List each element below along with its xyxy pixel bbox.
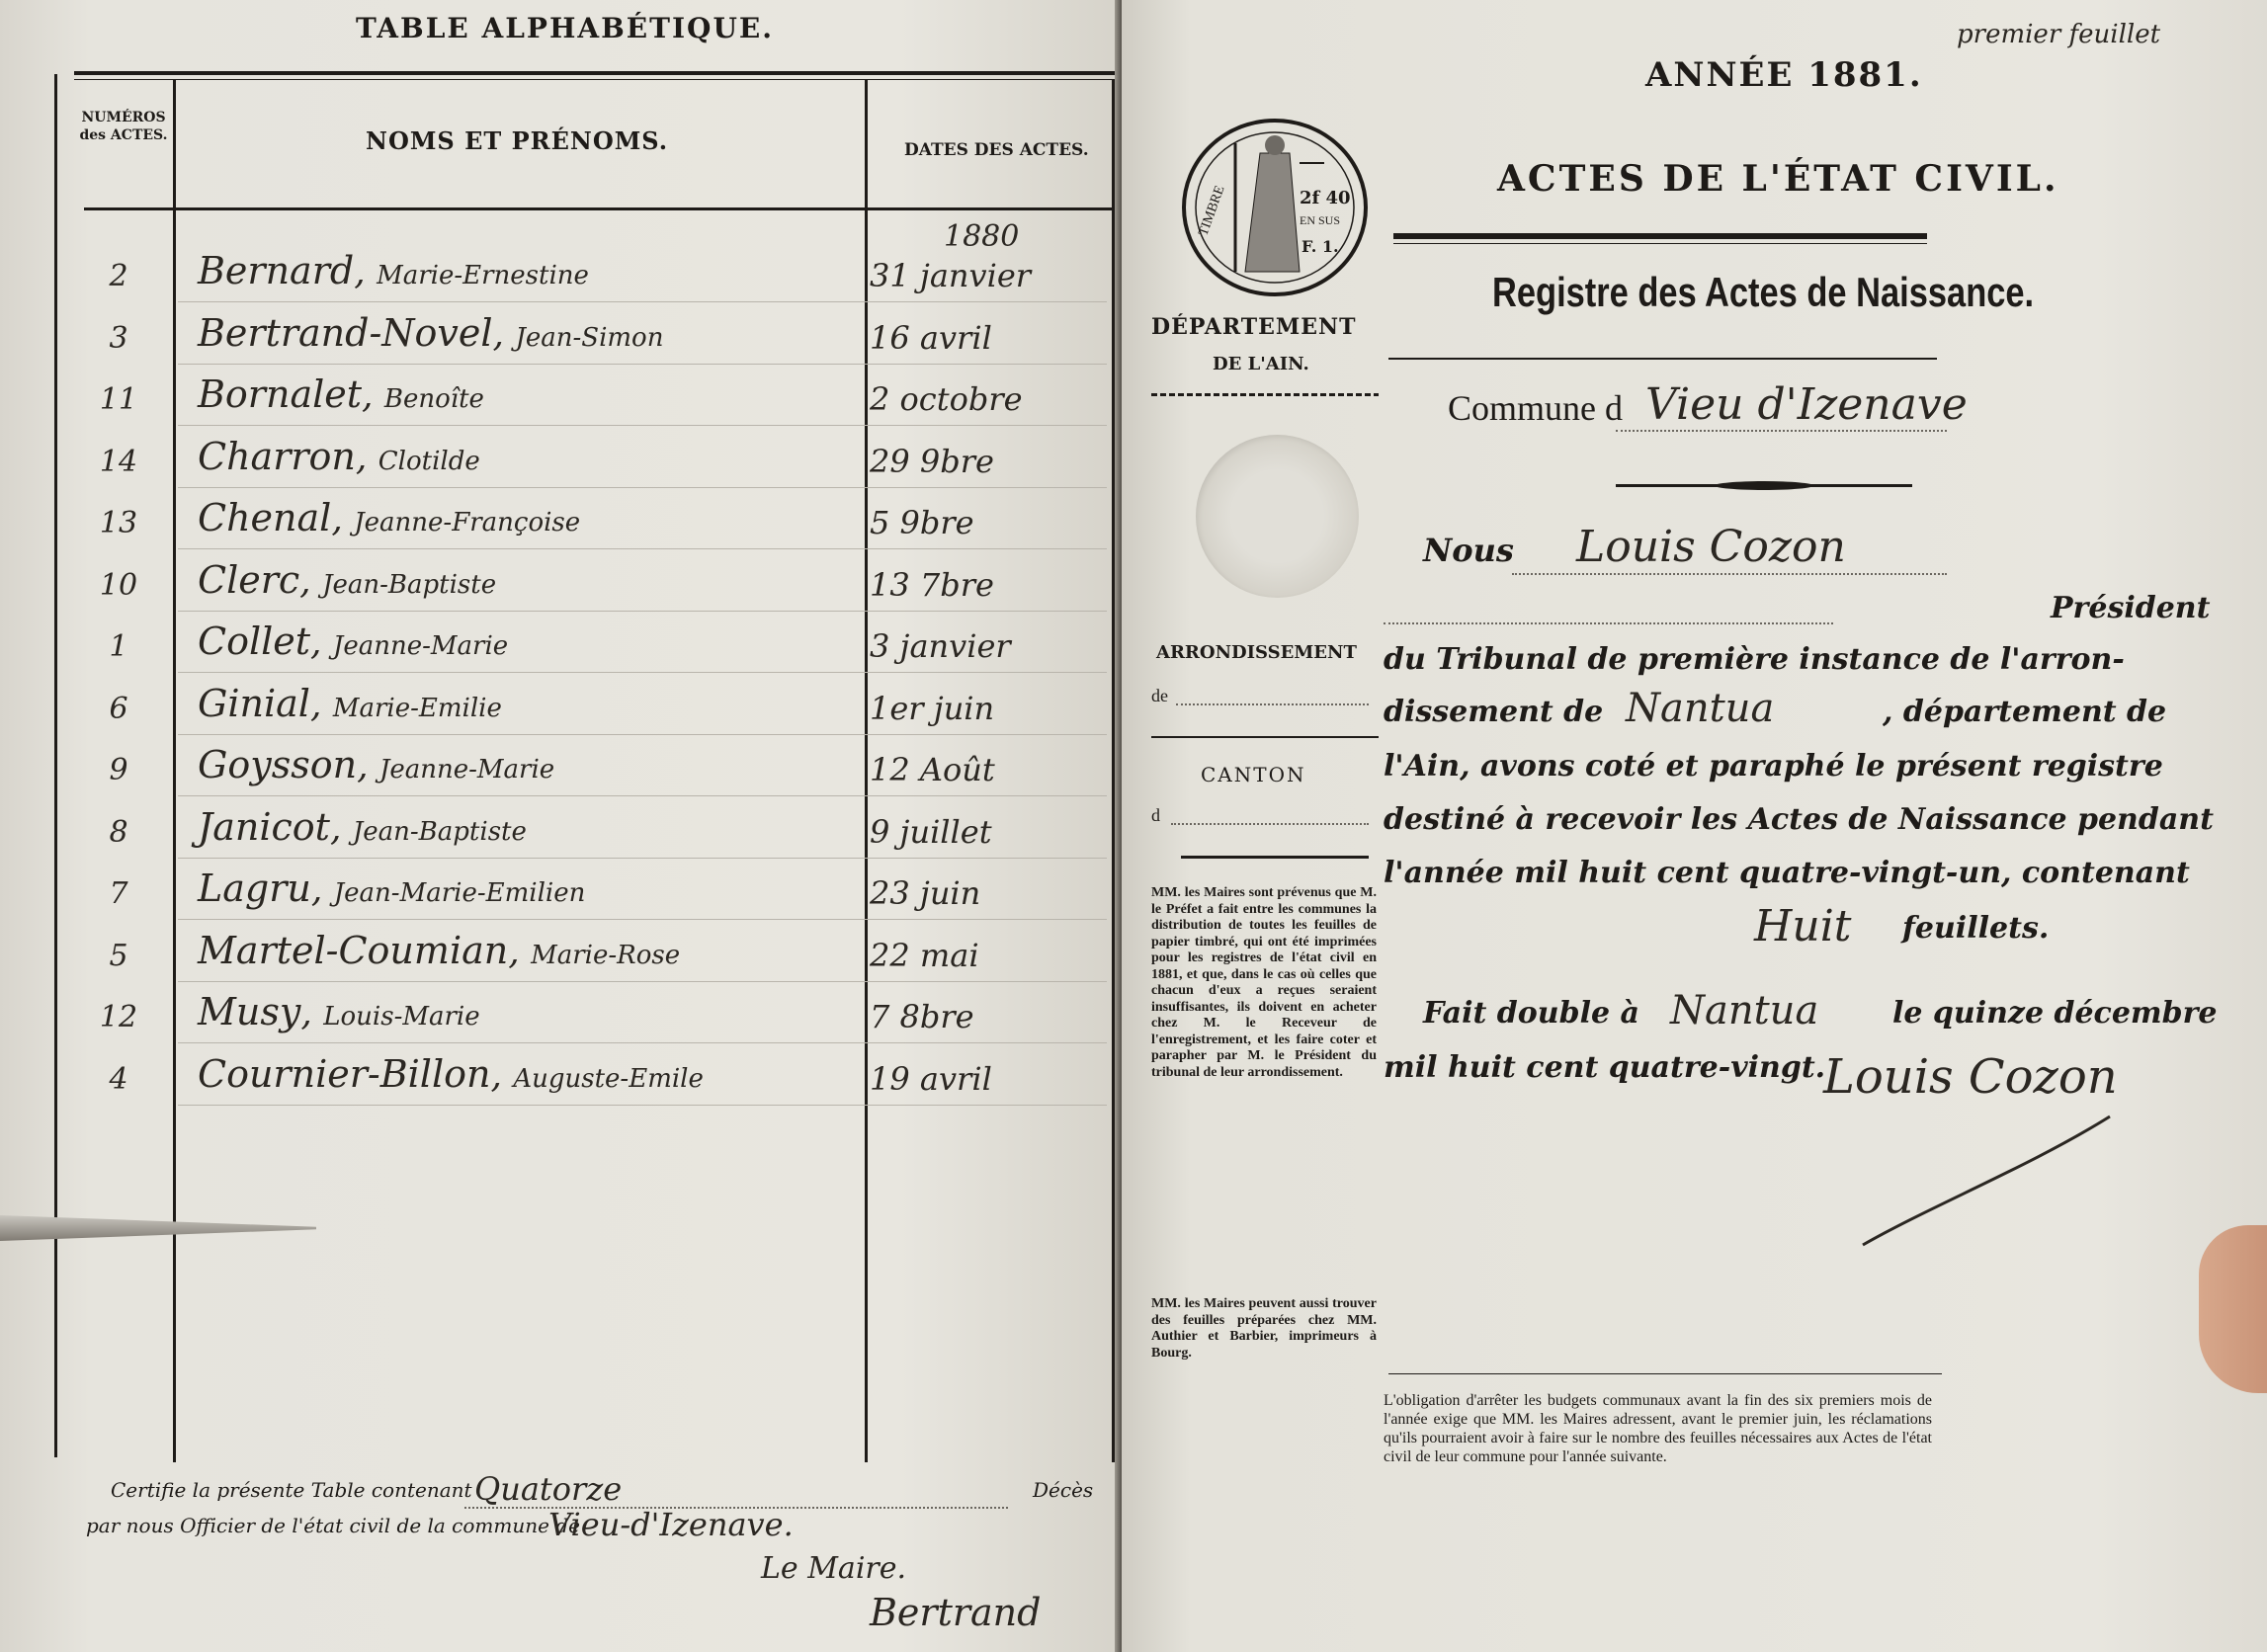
cert-line2: par nous Officier de l'état civil de la commune de [86, 1514, 580, 1537]
entry-name [198, 929, 680, 972]
entry-date: 3 janvier [870, 627, 1011, 665]
entry-given-names: Auguste-Emile [513, 1063, 704, 1094]
entry-surname: Ginial [198, 681, 310, 725]
entry-surname: Collet [198, 620, 311, 663]
entry-number: 6 [109, 691, 128, 726]
ornament-rule-center [1715, 481, 1813, 490]
entry-number: 8 [109, 814, 128, 850]
actes-title: ACTES DE L'ÉTAT CIVIL. [1497, 158, 2059, 200]
maire-label: Le Maire. [761, 1551, 907, 1586]
entry-date: 22 mai [870, 936, 979, 974]
entry-number: 11 [99, 382, 138, 417]
entry-surname: Clerc [198, 557, 300, 602]
entry-surname: Martel-Coumian [198, 928, 509, 972]
corner-note: premier feuillet [1957, 20, 2161, 49]
entry-name [198, 372, 484, 416]
commune-name: Vieu d'Izenave [1645, 379, 1968, 430]
registre-title: Registre des Actes de Naissance. [1492, 269, 2035, 315]
entry-rule [178, 487, 1107, 488]
entry-name [198, 990, 480, 1033]
fait-a: Fait double à [1423, 996, 1639, 1031]
entry-number: 2 [109, 259, 128, 293]
title-rule-thick [1393, 233, 1927, 239]
col-header-names: NOMS ET PRÉNOMS. [366, 126, 669, 155]
para1c: l'Ain, avons coté et paraphé le présent registre [1384, 749, 2163, 784]
entry-surname: Bornalet [198, 372, 363, 416]
commune-dots [1616, 430, 1947, 432]
entry-separator: , [300, 993, 324, 1033]
entry-given-names: Jeanne-Marie [378, 755, 555, 785]
president-label: Président [2051, 591, 2211, 625]
registre-rule [1388, 358, 1937, 360]
entry-given-names: Benoîte [383, 384, 484, 414]
pen-blade [0, 1215, 316, 1241]
entry-date: 1er juin [870, 689, 995, 727]
entry-surname: Cournier-Billon [198, 1051, 491, 1096]
title-rule-thin [1393, 243, 1927, 244]
entry-number: 13 [99, 506, 138, 540]
entry-number: 12 [99, 1000, 138, 1034]
entry-rule [178, 364, 1107, 365]
entry-rule [178, 1105, 1107, 1106]
entry-rule [178, 1042, 1107, 1043]
canton-rule [1181, 856, 1369, 859]
entry-separator: , [490, 1054, 514, 1096]
para1e: l'année mil huit cent quatre-vingt-un, contenant [1384, 856, 2190, 890]
entry-number: 10 [99, 567, 138, 603]
entry-given-names: Jean-Baptiste [322, 569, 497, 600]
entry-rule [178, 734, 1107, 735]
entry-given-names: Marie-Emilie [332, 693, 502, 723]
fait-hand: Nantua [1670, 988, 1819, 1033]
table-row [0, 311, 1122, 371]
entry-name [198, 867, 585, 910]
table-row [0, 929, 1122, 988]
para1b-b: , département de [1883, 695, 2167, 729]
para1b-a: dissement de [1384, 695, 1604, 729]
table-row [0, 249, 1122, 308]
entry-name [198, 743, 554, 786]
canton-dots [1171, 823, 1369, 825]
entry-surname: Janicot [198, 804, 330, 849]
right-page [1122, 0, 2267, 1652]
cert-commune: Vieu-d'Izenave. [548, 1506, 794, 1543]
entry-rule [178, 672, 1107, 673]
entry-given-names: Jean-Simon [515, 322, 664, 353]
entry-given-names: Louis-Marie [323, 1002, 480, 1032]
frame-top-rule [74, 71, 1117, 75]
entry-date: 16 avril [870, 318, 992, 357]
entry-surname: Charron [198, 434, 356, 478]
commune-label: Commune d [1448, 388, 1623, 428]
entry-number: 9 [109, 753, 128, 787]
frame-top-rule-thin [74, 79, 1117, 80]
entry-rule [178, 919, 1107, 920]
entry-separator: , [354, 252, 378, 292]
entry-name [198, 496, 580, 539]
entry-date: 12 Août [870, 751, 995, 788]
entry-date: 23 juin [870, 874, 981, 912]
nous-dots [1512, 573, 1947, 575]
col-header-dates: DATES DES ACTES. [904, 140, 1089, 160]
thumb [2199, 1225, 2267, 1393]
entry-surname: Bernard [198, 249, 355, 292]
entry-name [198, 1052, 704, 1096]
entry-separator: , [355, 437, 378, 478]
table-row [0, 620, 1122, 679]
entry-date: 2 octobre [870, 380, 1023, 418]
entry-number: 5 [109, 938, 128, 973]
signature-flourish [1853, 1107, 2130, 1255]
stamp-en-sus: EN SUS [1300, 213, 1341, 227]
entry-given-names: Jean-Marie-Emilien [333, 878, 586, 908]
col-header-num: NUMÉROS des ACTES. [79, 110, 168, 143]
entry-given-names: Marie-Rose [531, 940, 681, 970]
entry-surname: Goysson [198, 743, 358, 786]
entry-name [198, 682, 502, 725]
entry-separator: , [362, 375, 384, 416]
arrondissement-de: de [1151, 686, 1168, 705]
maires-note-1: MM. les Maires sont prévenus que M. le Préfet a fait entre les communes la distribution de toutes les feuilles de papier timbré, qui ont été imprimées pour les registres de l'état civil en 1881, et que, dans le cas où celles que chacun d'eux a reçues seraient insuffisantes, ils doivent en acheter chez M. le Receveur de l'enregistrement, et les faire coter et parapher par M. le Président du tribunal de leur arrondissement. [1151, 885, 1377, 1080]
canton-label: CANTON [1201, 763, 1306, 786]
table-title: TABLE ALPHABÉTIQUE. [356, 12, 774, 44]
entry-rule [178, 425, 1107, 426]
entry-given-names: Jeanne-Marie [332, 631, 509, 661]
entry-rule [178, 981, 1107, 982]
nous-label: Nous [1423, 532, 1514, 569]
maires-note-2: MM. les Maires peuvent aussi trouver des feuilles préparées chez MM. Authier et Barbier, imprimeurs à Bourg. [1151, 1296, 1377, 1361]
para1b-hand: Nantua [1626, 686, 1775, 731]
table-row [0, 558, 1122, 618]
header-rule [84, 207, 1112, 210]
cert-count: Quatorze [474, 1470, 623, 1508]
entry-separator: , [299, 560, 323, 602]
entry-name [198, 558, 496, 602]
departement-rule [1151, 393, 1379, 396]
para1d: destiné à recevoir les Actes de Naissance pendant [1384, 802, 2214, 837]
entry-name [198, 249, 589, 292]
entry-rule [178, 858, 1107, 859]
president-dots [1384, 622, 1833, 624]
year-label: 1880 [944, 219, 1020, 254]
entry-date: 31 janvier [870, 257, 1032, 294]
cert-line1: Certifie la présente Table contenant [111, 1478, 472, 1502]
stamp-price: 2f 40 [1300, 188, 1351, 208]
entry-number: 4 [109, 1061, 128, 1097]
canton-d: d [1151, 805, 1160, 825]
entry-separator: , [357, 746, 379, 786]
table-row [0, 435, 1122, 494]
table-row [0, 1052, 1122, 1112]
president-signature: Louis Cozon [1823, 1049, 2118, 1105]
entry-surname: Chenal [198, 496, 332, 539]
entry-rule [178, 795, 1107, 796]
entry-rule [178, 301, 1107, 302]
entry-number: 3 [109, 320, 128, 356]
arrondissement-dots [1176, 703, 1369, 705]
entry-date: 19 avril [870, 1059, 992, 1098]
table-row [0, 372, 1122, 432]
nous-name: Louis Cozon [1576, 522, 1846, 572]
table-row [0, 867, 1122, 926]
departement-of: DE L'AIN. [1213, 354, 1309, 374]
annee-heading: ANNÉE 1881. [1645, 55, 1923, 95]
entry-date: 7 8bre [870, 998, 974, 1035]
entry-number: 1 [109, 629, 128, 664]
arrondissement-rule [1151, 736, 1379, 738]
entry-date: 29 9bre [870, 442, 994, 480]
entry-number: 7 [109, 876, 128, 911]
entry-name [198, 435, 480, 478]
embossed-seal [1196, 435, 1359, 598]
table-row [0, 805, 1122, 865]
entry-separator: , [310, 622, 333, 663]
stamp-f1: F. 1. [1301, 237, 1339, 256]
entry-separator: , [310, 869, 334, 910]
arrondissement-label: ARRONDISSEMENT [1156, 642, 1357, 663]
entry-separator: , [331, 499, 355, 539]
para1a: du Tribunal de première instance de l'arron- [1384, 642, 2125, 677]
footer-note: L'obligation d'arrêter les budgets communaux avant la fin des six premiers mois de l'année exige que MM. les Maires adressent, avant le premier juin, les réclamations qu'ils pourraient avoir à faire sur le nombre des feuilles nécessaires aux Actes de l'état civil de leur commune pour l'année suivante. [1384, 1392, 1932, 1465]
entry-name [198, 311, 663, 355]
fait-b: le quinze décembre [1892, 996, 2218, 1031]
entry-number: 14 [99, 444, 138, 479]
entry-date: 5 9bre [870, 504, 974, 541]
entry-surname: Musy [198, 990, 301, 1033]
stamp-timbre-text: TIMBRE [1196, 184, 1228, 238]
table-row [0, 743, 1122, 802]
departement-label: DÉPARTEMENT [1151, 314, 1357, 340]
left-page [0, 0, 1122, 1652]
entry-date: 9 juillet [870, 812, 992, 851]
mayor-signature: Bertrand [870, 1591, 1042, 1634]
table-row [0, 990, 1122, 1049]
entry-given-names: Jean-Baptiste [352, 816, 527, 847]
entry-name [198, 805, 527, 849]
table-row [0, 496, 1122, 555]
fait-c: mil huit cent quatre-vingt. [1384, 1050, 1826, 1085]
entry-separator: , [329, 807, 353, 849]
entry-rule [178, 548, 1107, 549]
entry-name [198, 620, 508, 663]
feuillets-label: feuillets. [1902, 911, 2050, 946]
footer-rule [1388, 1373, 1942, 1374]
entry-surname: Lagru [198, 867, 311, 910]
entry-date: 13 7bre [870, 565, 994, 604]
cert-deces: Décès [1033, 1478, 1094, 1502]
entry-given-names: Clotilde [378, 446, 480, 476]
table-row [0, 682, 1122, 741]
entry-separator: , [508, 931, 532, 972]
entry-separator: , [309, 684, 333, 725]
entry-given-names: Jeanne-Françoise [354, 508, 581, 537]
feuillets-hand: Huit [1754, 901, 1852, 951]
entry-separator: , [492, 313, 516, 355]
entry-surname: Bertrand-Novel [198, 310, 493, 355]
entry-given-names: Marie-Ernestine [377, 261, 589, 290]
entry-rule [178, 611, 1107, 612]
